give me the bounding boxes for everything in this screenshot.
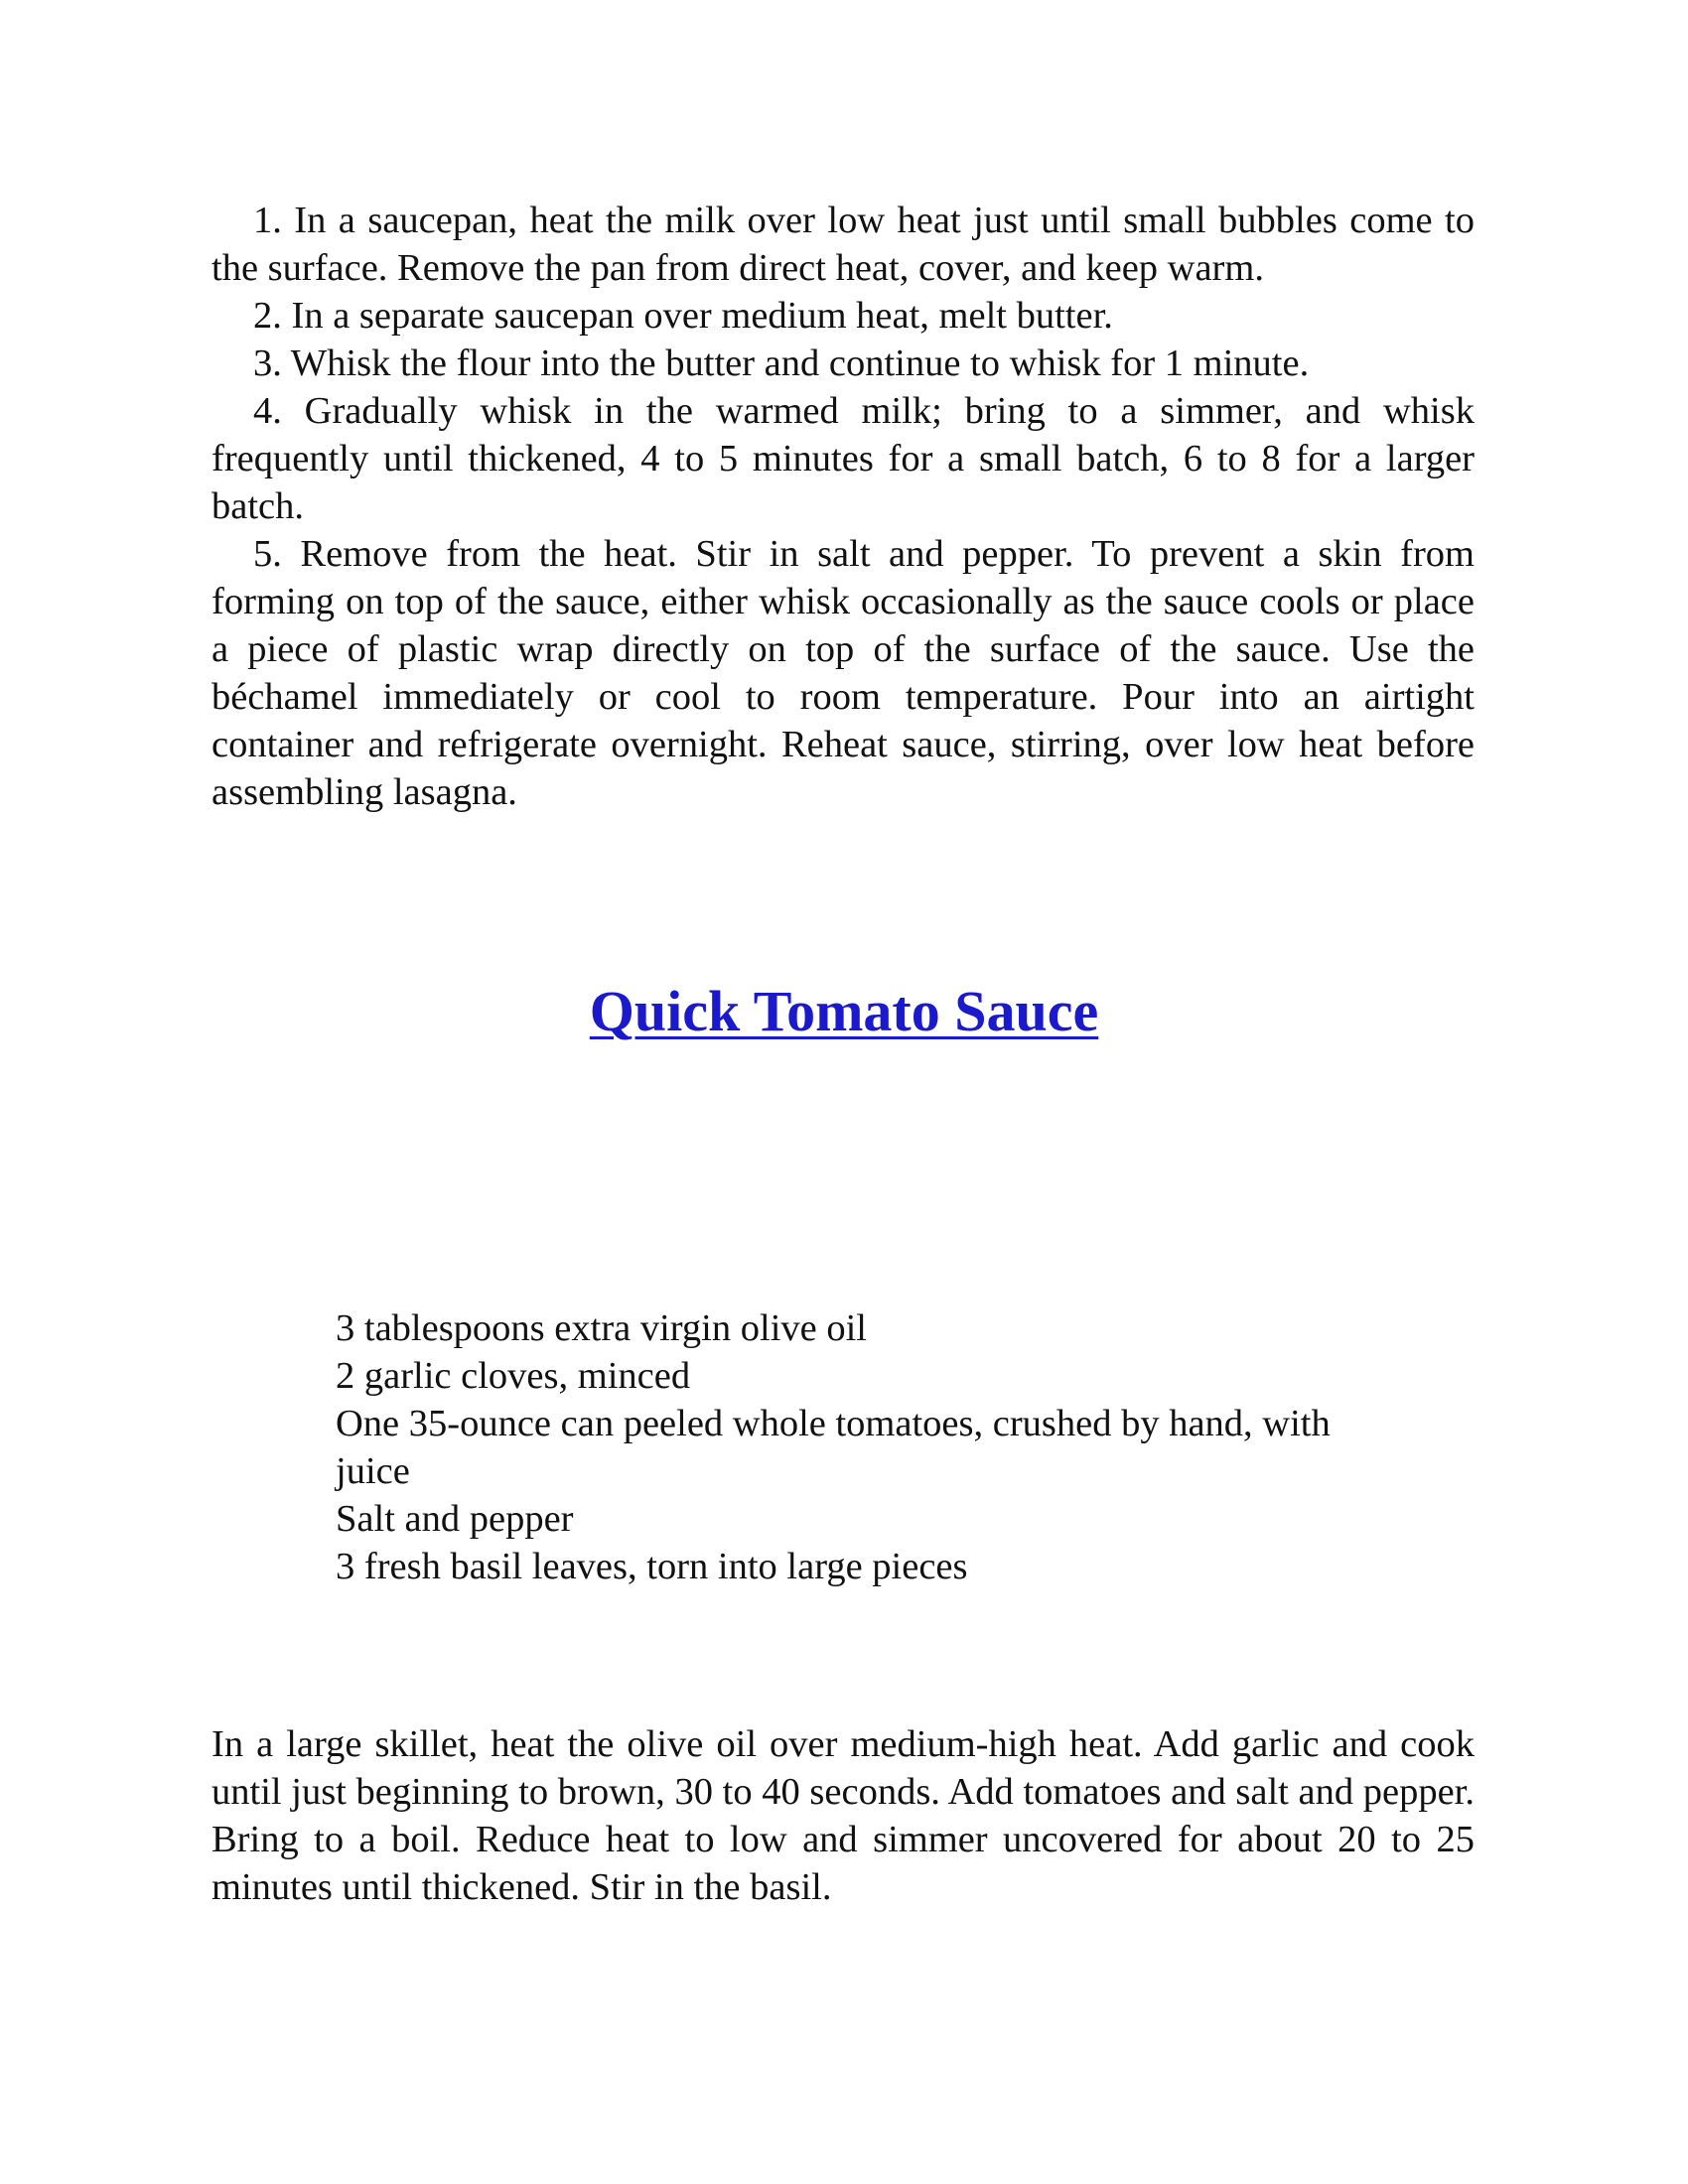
bechamel-step-3: 3. Whisk the flour into the butter and continue to whisk for 1 minute. <box>253 342 1310 384</box>
ingredients-list <box>336 1304 1368 1590</box>
bechamel-step-2: 2. In a separate saucepan over medium heat, melt butter. <box>253 295 1113 337</box>
ingredient-item: Salt and pepper <box>336 1498 574 1540</box>
ingredient-item: 3 fresh basil leaves, torn into large pieces <box>336 1546 968 1587</box>
bechamel-steps <box>211 197 1475 816</box>
bechamel-step-1: 1. In a saucepan, heat the milk over low heat just until small bubbles come to the surface. Remove the pan from direct heat, cover, and keep warm. <box>211 200 1475 289</box>
recipe-title <box>0 978 1688 1045</box>
bechamel-step-4: 4. Gradually whisk in the warmed milk; bring to a simmer, and whisk frequently until thickened, 4 to 5 minutes for a small batch, 6 to 8 for a larger batch. <box>211 390 1475 527</box>
ingredient-item: 2 garlic cloves, minced <box>336 1355 691 1397</box>
recipe-directions: In a large skillet, heat the olive oil over medium-high heat. Add garlic and cook until just beginning to brown, 30 to 40 seconds. Add tomatoes and salt and pepper. Bring to a boil. Reduce heat to low and simmer uncovered for about 20 to 25 minutes until thickened. Stir in the basil. <box>211 1723 1475 1908</box>
ingredient-item: One 35-ounce can peeled whole tomatoes, crushed by hand, with juice <box>336 1403 1331 1492</box>
ingredient-item: 3 tablespoons extra virgin olive oil <box>336 1307 867 1349</box>
bechamel-step-5: 5. Remove from the heat. Stir in salt and pepper. To prevent a skin from forming on top of the sauce, either whisk occasionally as the sauce cools or place a piece of plastic wrap directly on top of the surface of the sauce. Use the béchamel immediately or cool to room temperature. Pour into an airtight container and refrigerate overnight. Reheat sauce, stirring, over low heat before assembling lasagna. <box>211 533 1475 813</box>
recipe-title-link[interactable]: Quick Tomato Sauce <box>589 979 1099 1043</box>
